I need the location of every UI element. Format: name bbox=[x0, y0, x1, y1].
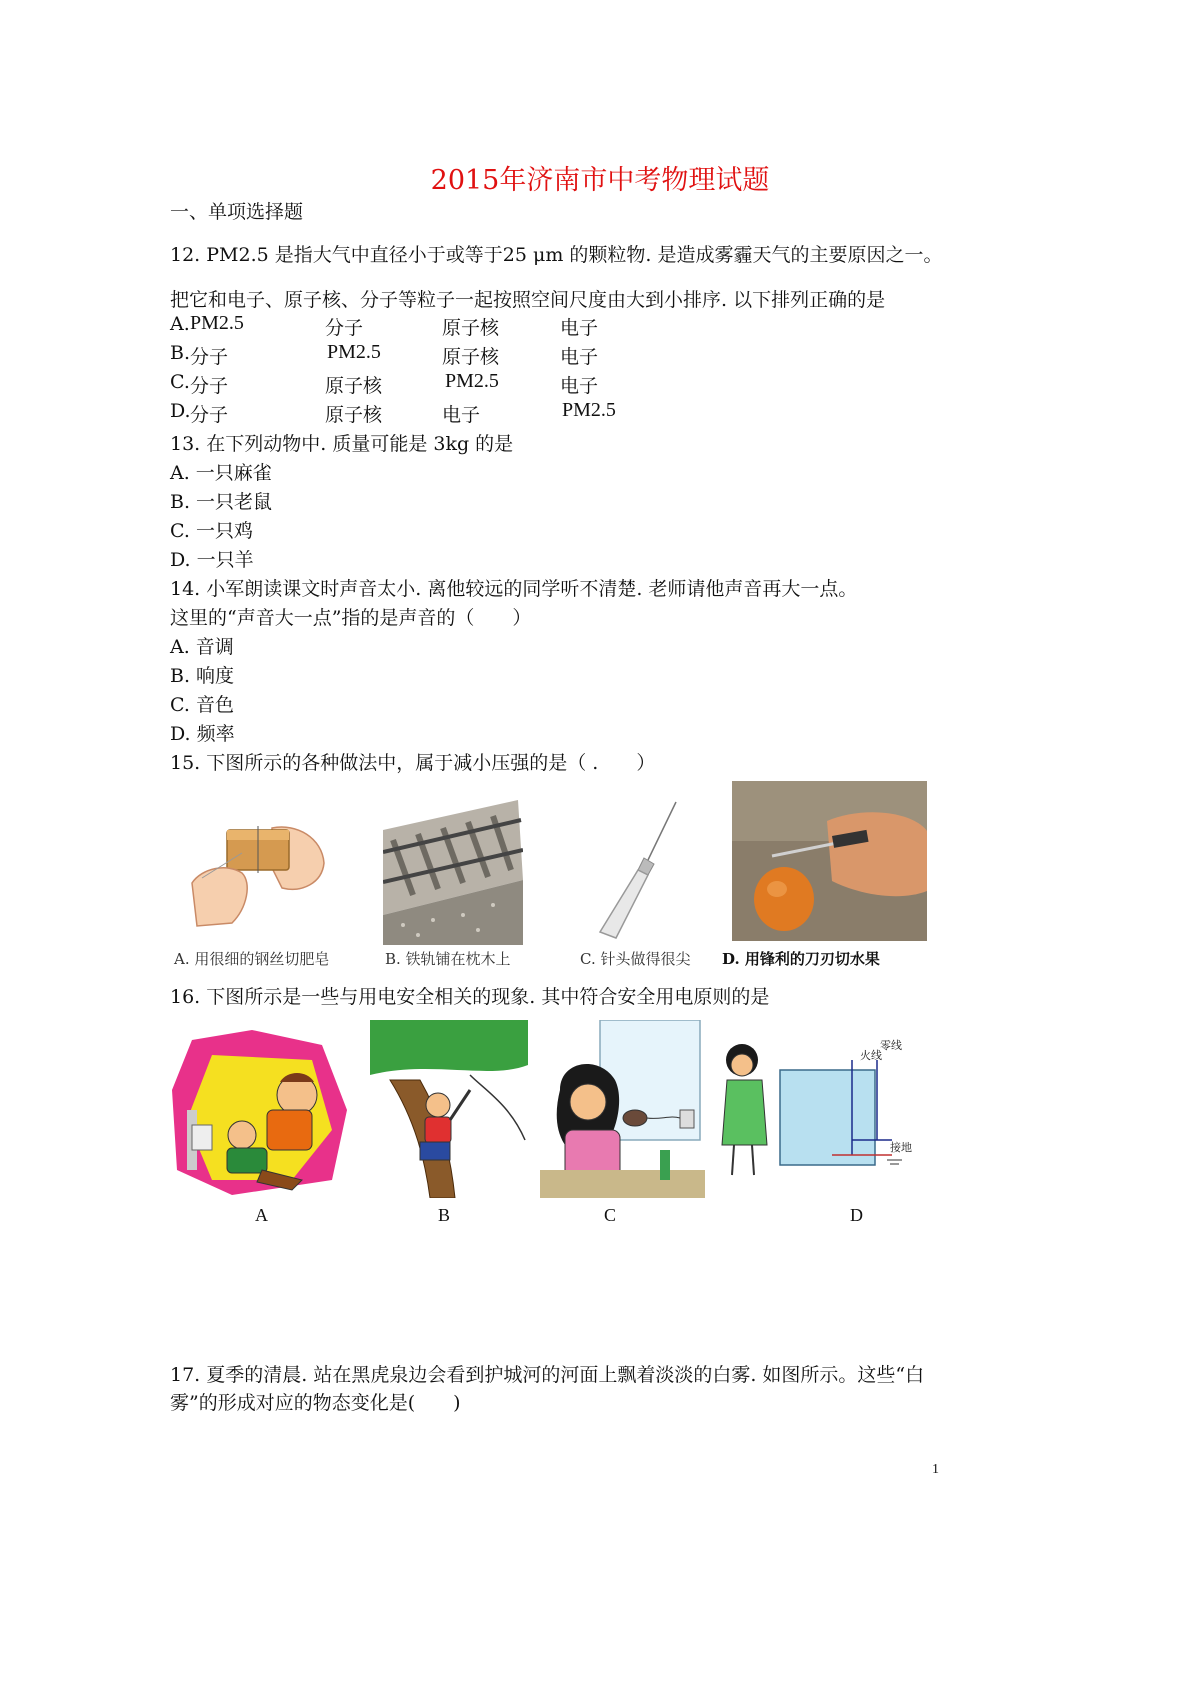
q16-label-b: B bbox=[438, 1205, 451, 1225]
live-wire-label: 火线 bbox=[860, 1049, 882, 1062]
option-item: 电子 bbox=[560, 317, 599, 339]
q15-image-a-soap-wire bbox=[172, 808, 337, 943]
option-item: 分子 bbox=[325, 317, 364, 339]
option-label: A. bbox=[170, 313, 190, 335]
q13-option-a: A. 一只麻雀 bbox=[170, 462, 272, 484]
q16-image-a-child-socket bbox=[172, 1030, 350, 1195]
q16-image-d-grounded-appliance bbox=[712, 1035, 927, 1185]
q14-option-d: D. 频率 bbox=[170, 723, 235, 745]
option-item: PM2.5 bbox=[562, 399, 616, 421]
q14-option-c: C. 音色 bbox=[170, 694, 234, 716]
q12-stem-line1: 12. PM2.5 是指大气中直径小于或等于25 μm 的颗粒物. 是造成雾霾天气的主要原因之一。 bbox=[170, 244, 943, 266]
q13-option-b: B. 一只老鼠 bbox=[170, 491, 273, 513]
option-item: 原子核 bbox=[325, 375, 383, 397]
q17-stem-line1: 17. 夏季的清晨. 站在黑虎泉边会看到护城河的河面上飘着淡淡的白雾. 如图所示。这些“白 bbox=[170, 1364, 925, 1386]
section-heading: 一、单项选择题 bbox=[170, 201, 304, 223]
option-item: 分子 bbox=[190, 346, 229, 368]
q16-label-d: D bbox=[850, 1205, 863, 1225]
ground-wire-label: 接地 bbox=[890, 1141, 912, 1154]
option-item: 原子核 bbox=[325, 404, 383, 426]
q13-option-c: C. 一只鸡 bbox=[170, 520, 253, 542]
q15-stem: 15. 下图所示的各种做法中，属于减小压强的是（ . ） bbox=[170, 752, 656, 774]
option-item: PM2.5 bbox=[327, 341, 381, 363]
q15-image-c-syringe-needle bbox=[598, 800, 683, 940]
q12-stem-line2: 把它和电子、原子核、分子等粒子一起按照空间尺度由大到小排序. 以下排列正确的是 bbox=[170, 289, 886, 311]
q15-caption-c: C. 针头做得很尖 bbox=[580, 950, 691, 968]
q15-caption-b: B. 铁轨铺在枕木上 bbox=[385, 950, 511, 968]
option-item: 分子 bbox=[190, 375, 229, 397]
q15-caption-a: A. 用很细的钢丝切肥皂 bbox=[174, 950, 330, 968]
option-item: PM2.5 bbox=[190, 312, 244, 334]
page-title: 2015年济南市中考物理试题 bbox=[430, 165, 770, 196]
q15-image-b-railway-track bbox=[383, 800, 523, 945]
q14-stem-line1: 14. 小军朗读课文时声音太小. 离他较远的同学听不清楚. 老师请他声音再大一点。 bbox=[170, 578, 858, 600]
q13-stem: 13. 在下列动物中. 质量可能是 3kg 的是 bbox=[170, 433, 514, 455]
q16-image-c-hairdryer-socket bbox=[540, 1020, 705, 1198]
q17-stem-line2: 雾”的形成对应的物态变化是( ) bbox=[170, 1392, 461, 1414]
option-item: 原子核 bbox=[442, 317, 500, 339]
q15-caption-d: D. 用锋利的刀刃切水果 bbox=[722, 950, 880, 968]
q16-stem: 16. 下图所示是一些与用电安全相关的现象. 其中符合安全用电原则的是 bbox=[170, 986, 770, 1008]
q14-option-a: A. 音调 bbox=[170, 636, 234, 658]
q16-image-b-boy-climbing-tree bbox=[370, 1020, 528, 1198]
neutral-wire-label: 零线 bbox=[880, 1039, 902, 1052]
q14-stem-line2: 这里的“声音大一点”指的是声音的（ ） bbox=[170, 607, 532, 629]
q13-option-d: D. 一只羊 bbox=[170, 549, 254, 571]
option-label: C. bbox=[170, 371, 190, 393]
option-item: 分子 bbox=[190, 404, 229, 426]
option-label: B. bbox=[170, 342, 191, 364]
q16-label-a: A bbox=[255, 1205, 268, 1225]
option-label: D. bbox=[170, 400, 191, 422]
option-item: 电子 bbox=[560, 346, 599, 368]
option-item: PM2.5 bbox=[445, 370, 499, 392]
q14-option-b: B. 响度 bbox=[170, 665, 235, 687]
option-item: 电子 bbox=[442, 404, 481, 426]
page-number: 1 bbox=[932, 1462, 939, 1477]
option-item: 原子核 bbox=[442, 346, 500, 368]
option-item: 电子 bbox=[560, 375, 599, 397]
q16-label-c: C bbox=[604, 1205, 617, 1225]
q15-image-d-knife-fruit bbox=[732, 781, 927, 941]
